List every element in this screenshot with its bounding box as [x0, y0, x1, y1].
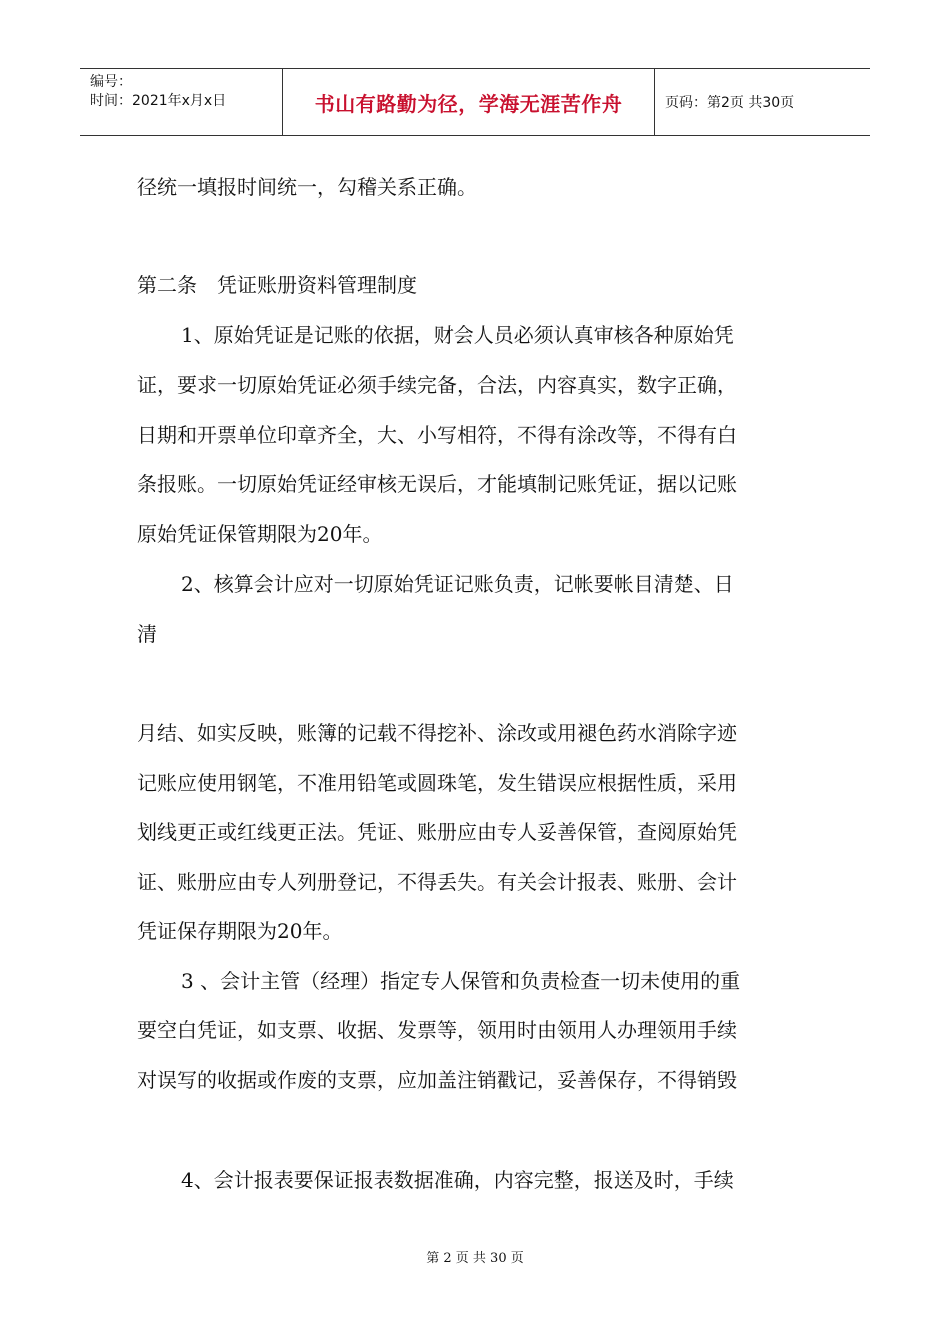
header-motto: 书山有路勤为径，学海无涯苦作舟 — [283, 69, 655, 135]
body-line: 凭证保存期限为20年。 — [137, 919, 343, 943]
page-header — [80, 68, 870, 136]
header-page-info: 页码：第2页 共30页 — [665, 95, 795, 111]
body-line: 2、核算会计应对一切原始凭证记账负责，记帐要帐目清楚、日 — [181, 572, 734, 596]
body-line: 证，要求一切原始凭证必须手续完备，合法，内容真实，数字正确， — [137, 373, 737, 397]
body-line: 径统一填报时间统一，勾稽关系正确。 — [137, 175, 477, 199]
body-line: 划线更正或红线更正法。凭证、账册应由专人妥善保管，查阅原始凭 — [137, 820, 737, 844]
section-heading: 第二条 凭证账册资料管理制度 — [137, 273, 417, 297]
body-line: 1、原始凭证是记账的依据，财会人员必须认真审核各种原始凭 — [181, 323, 734, 347]
page-footer: 第 2 页 共 30 页 — [426, 1251, 524, 1266]
body-line: 条报账。一切原始凭证经审核无误后，才能填制记账凭证，据以记账 — [137, 472, 737, 496]
header-meta — [80, 69, 283, 135]
body-line: 4、会计报表要保证报表数据准确，内容完整，报送及时，手续 — [181, 1168, 734, 1192]
document-number-label: 编号： — [90, 74, 132, 90]
body-line: 记账应使用钢笔，不准用铅笔或圆珠笔，发生错误应根据性质，采用 — [137, 771, 737, 795]
body-line: 3 、会计主管（经理）指定专人保管和负责检查一切未使用的重 — [181, 969, 741, 993]
body-line: 清 — [137, 622, 157, 646]
body-line: 对误写的收据或作废的支票，应加盖注销戳记，妥善保存，不得销毁 — [137, 1068, 737, 1092]
body-line: 日期和开票单位印章齐全，大、小写相符，不得有涂改等，不得有白 — [137, 423, 737, 447]
body-line: 要空白凭证，如支票、收据、发票等，领用时由领用人办理领用手续 — [137, 1018, 737, 1042]
body-line: 月结、如实反映，账簿的记载不得挖补、涂改或用褪色药水消除字迹 — [137, 721, 737, 745]
body-line: 原始凭证保管期限为20年。 — [137, 522, 383, 546]
document-time-label: 时间：2021年x月x日 — [90, 93, 227, 109]
body-line: 证、账册应由专人列册登记，不得丢失。有关会计报表、账册、会计 — [137, 870, 737, 894]
